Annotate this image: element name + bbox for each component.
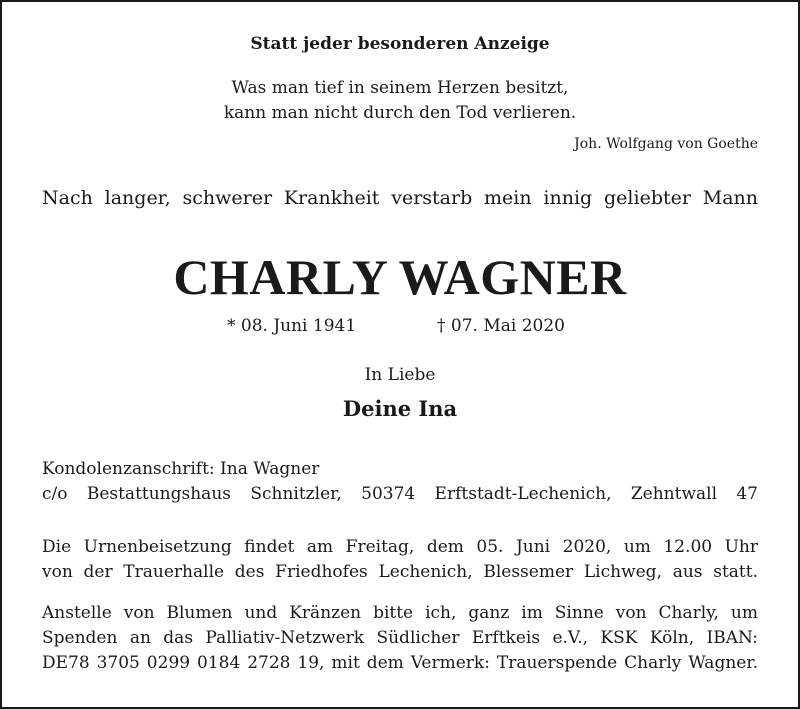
condolence-address [42, 457, 758, 507]
burial-line-1: Die Urnenbeisetzung findet am Freitag, dem 05. Juni 2020, um 12.00 Uhr [42, 537, 758, 557]
deceased-name: CHARLY WAGNER [173, 249, 627, 305]
birth-date: * 08. Juni 1941 [227, 316, 357, 336]
closing-text: In Liebe [364, 365, 436, 385]
donation-line-3: DE78 3705 0299 0184 2728 19, mit dem Vermerk: Trauerspende Charly Wagner. [42, 653, 758, 673]
burial-info [42, 535, 758, 585]
burial-line-2: von der Trauerhalle des Friedhofes Lechenich, Blessemer Lichweg, aus statt. [42, 562, 758, 582]
death-date: † 07. Mai 2020 [437, 316, 565, 336]
notice-header: Statt jeder besonderen Anzeige [250, 34, 550, 54]
donation-request [42, 601, 758, 676]
donation-line-2: Spenden an das Palliativ-Netzwerk Südlicher Erftkeis e.V., KSK Köln, IBAN: [42, 628, 758, 648]
quote-line-1: Was man tief in seinem Herzen besitzt, [231, 78, 569, 98]
donation-line-1: Anstelle von Blumen und Kränzen bitte ich, ganz im Sinne von Charly, um [42, 603, 758, 623]
quote-author: Joh. Wolfgang von Goethe [574, 136, 758, 152]
intro-text: Nach langer, schwerer Krankheit verstarb mein innig geliebter Mann [42, 187, 758, 209]
quote-line-2: kann man nicht durch den Tod verlieren. [223, 103, 577, 123]
condolence-line-1: Kondolenzanschrift: Ina Wagner [42, 459, 320, 479]
signature: Deine Ina [342, 396, 458, 421]
condolence-line-2: c/o Bestattungshaus Schnitzler, 50374 Erftstadt-Lechenich, Zehntwall 47 [42, 484, 758, 504]
